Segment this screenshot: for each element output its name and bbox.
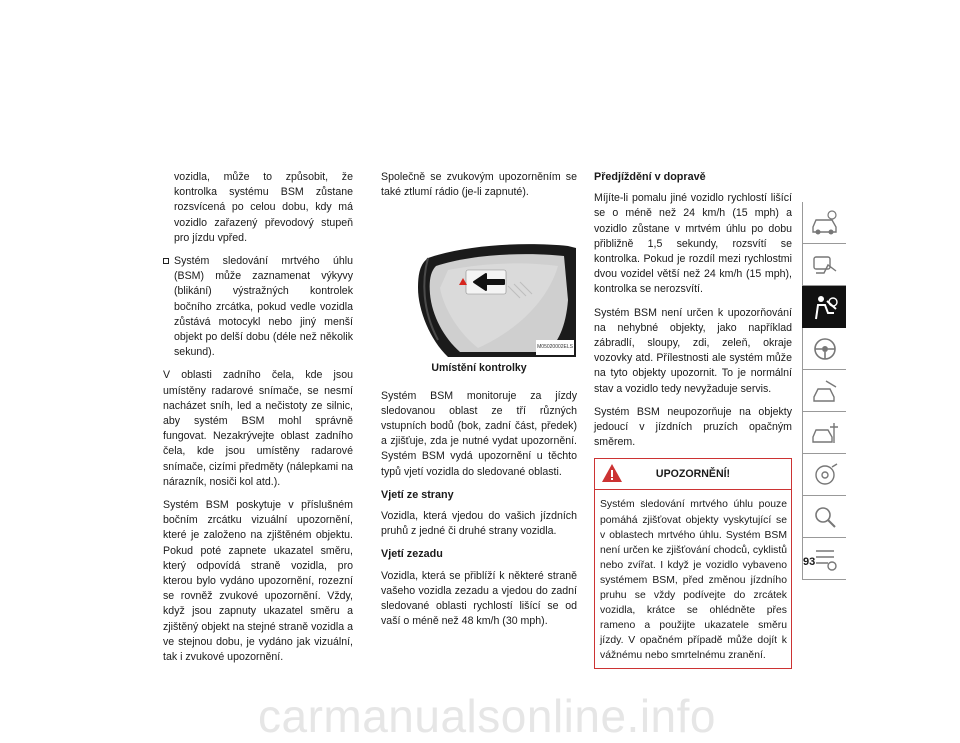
warning-box [594, 458, 792, 669]
warning-text: Systém sledování mrtvého úhlu pouze pomáhá zjišťovat objekty vyskytující se v oblastech mrtvého úhlu. Systém BSM není určen ke zjišťování chodců, cyklistů nebo zvířat. I když je vozidlo vybaveno systémem BSM, před změnou jízdního pruhu se vždy podívejte do zrcátek vozidla, krátce se ohlédněte přes rameno a použijte ukazatele směru jízdy. V opačném případě může dojít k vážnému nebo smrtelnému zranění. [600, 499, 787, 662]
paragraph: Společně se zvukovým upozorněním se také ztlumí rádio (je-li zapnuté). [381, 171, 577, 199]
steering-wheel-icon [810, 335, 840, 363]
car-info-icon [810, 209, 840, 237]
tab-car-key[interactable] [802, 244, 846, 286]
figure-caption: Umístění kontrolky [431, 362, 527, 375]
paragraph: Míjíte-li pomalu jiné vozidlo rychlostí lišící se o méně než 24 km/h (15 mph) a vozidlo zůstane v mrtvém úhlu po dobu přibližně 1,5 sekundy, rozsvítí se kontrolka. Pokud je rozdíl mezi rychlostmi dvou vozidel větší než 24 km/h (15 mph), kontrolka se nerozsvítí. [594, 192, 792, 296]
column-3 [594, 170, 792, 669]
tab-airbag-safety[interactable] [802, 286, 846, 328]
chapter-tabs [802, 202, 846, 580]
warning-header [595, 459, 791, 490]
watermark: carmanualsonline.info [258, 690, 716, 742]
tab-driving[interactable] [802, 370, 846, 412]
bullet-square-icon [163, 258, 169, 264]
section-heading: Vjetí zezadu [381, 548, 443, 561]
tab-search[interactable] [802, 496, 846, 538]
paragraph: Systém BSM monitoruje za jízdy sledovanou oblast ze tří různých vstupních bodů (bok, zadní část, předek) a zjišťuje, zda je nutné vydat upozornění. Systém BSM vydá upozornění u těchto typů vjetí vozidla do sledované oblasti. [381, 389, 577, 478]
multimedia-icon [810, 461, 840, 489]
column-1 [163, 170, 353, 673]
paragraph: Systém BSM není určen k upozorňování na nehybné objekty, jako například zábradlí, sloupy, zdi, zeleň, okraje vozovky atd. Přílestnosti ale systém může na tyto objekty upozornit. To je normální stav a vozidlo tedy nevyžaduje servis. [594, 306, 792, 395]
column-2 [381, 170, 577, 637]
search-icon [810, 503, 840, 531]
paragraph: Systém BSM neupozorňuje na objekty jedoucí v jízdních pruzích opačným směrem. [594, 405, 792, 449]
section-heading: Vjetí ze strany [381, 488, 454, 501]
car-key-icon [810, 251, 840, 279]
figure-code: M05020002ELS [536, 340, 574, 355]
continuation-text: vozidla, může to způsobit, že kontrolka systému BSM zůstane rozsvícená po celou dobu, kdy má vozidlo zařazený převodový stupeň pro jízdu vpřed. [174, 171, 353, 244]
car-service-icon [810, 419, 840, 447]
tab-car-service[interactable] [802, 412, 846, 454]
tab-steering-wheel[interactable] [802, 328, 846, 370]
mirror-figure [408, 240, 576, 357]
driving-icon [810, 377, 840, 405]
section-heading: Předjíždění v dopravě [594, 171, 706, 183]
tab-multimedia[interactable] [802, 454, 846, 496]
page-number: 93 [803, 556, 816, 568]
tab-car-info[interactable] [802, 202, 846, 244]
bullet-text: Systém sledování mrtvého úhlu (BSM) může zaznamenat výkyvy (blikání) výstražných kontrolek bočního zrcátka, pokud vedle vozidla zůstává motocykl nebo jiný menší objekt po delší dobu (déle než několik sekund). [174, 255, 353, 359]
bullet-item [163, 254, 353, 360]
paragraph: Vozidla, která vjedou do vašich jízdních pruhů z jedné či druhé strany vozidla. [381, 510, 577, 538]
paragraph: Vozidla, která se přiblíží k některé straně vašeho vozidla zezadu a vjedou do zadní sledované oblasti rychlostí lišící se od vaší o méně než 48 km/h (30 mph). [381, 569, 577, 628]
paragraph: V oblasti zadního čela, kde jsou umístěny radarové snímače, se nesmí nacházet sníh, led a nečistoty ze silnic, aby systém BSM mohl správně fungovat. Nezakrývejte oblast zadního čela, kde jsou umístěny radarové snímače, cizími předměty (nálepkami na nárazník, nosiči kol atd.). [163, 369, 353, 488]
airbag-safety-icon [810, 293, 840, 321]
warning-title: UPOZORNĚNÍ! [655, 468, 731, 481]
paragraph: Systém BSM poskytuje v příslušném bočním zrcátku vizuální upozornění, které je založeno na zjištěném objektu. Pokud poté zapnete ukazatel směru, který odpovídá straně vozidla, pro kterou bylo vydáno upozornění, rozezní se rovněž zvukové upozornění. Vždy, když jsou zapnuty ukazatel směru a zjištěný objekt na stejné straně vozidla a ve stejnou dobu, je vydáno jak vizuální, tak i zvukové upozornění. [163, 499, 353, 664]
